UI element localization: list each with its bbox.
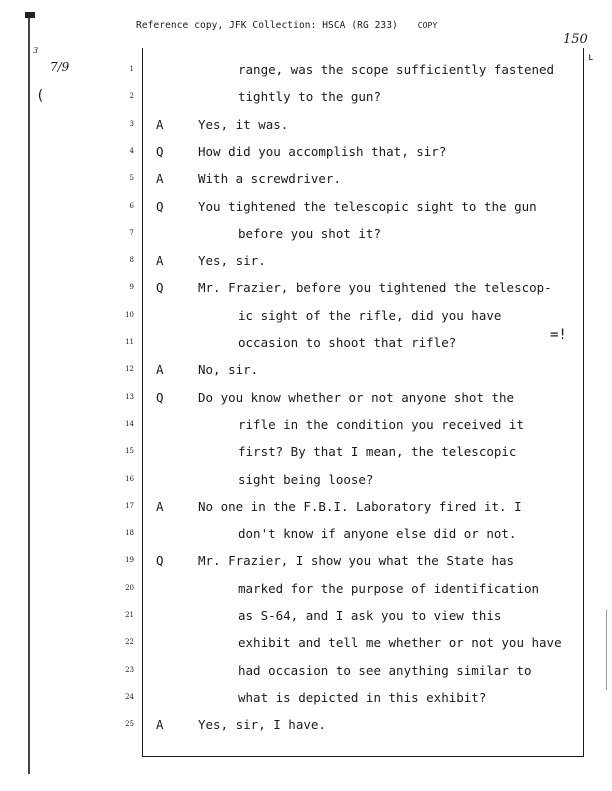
line-text: sight being loose? <box>238 472 374 487</box>
line-number: 12 <box>125 365 134 373</box>
line-number: 2 <box>129 92 134 100</box>
speaker-label: A <box>156 499 164 514</box>
line-text: Do you know whether or not anyone shot the <box>198 390 515 405</box>
line-number: 4 <box>129 147 134 155</box>
document-header <box>136 20 437 31</box>
page-number: 150 <box>563 32 588 47</box>
speaker-label: A <box>156 117 164 132</box>
line-number: 21 <box>125 611 134 619</box>
left-edge-line <box>28 14 30 774</box>
speaker-label: A <box>156 362 164 377</box>
line-number: 15 <box>125 447 134 455</box>
speaker-label: A <box>156 171 164 186</box>
punch-mark: ( <box>36 88 45 104</box>
speaker-label: A <box>156 717 164 732</box>
margin-note-small: 3 <box>33 46 39 55</box>
line-text: ic sight of the rifle, did you have <box>238 308 502 323</box>
line-number: 3 <box>129 120 134 128</box>
line-text: No one in the F.B.I. Laboratory fired it. I <box>198 499 522 514</box>
line-text: don't know if anyone else did or not. <box>238 526 517 541</box>
speaker-label: Q <box>156 144 164 159</box>
line-number: 16 <box>125 475 134 483</box>
line-number: 23 <box>125 666 134 674</box>
line-number: 11 <box>125 338 134 346</box>
line-text: rifle in the condition you received it <box>238 417 524 432</box>
line-text: as S-64, and I ask you to view this <box>238 608 502 623</box>
line-number: 5 <box>129 174 134 182</box>
line-number: 10 <box>125 311 134 319</box>
speaker-label: Q <box>156 390 164 405</box>
left-edge-tick <box>25 12 35 18</box>
margin-note-left: 7/9 <box>50 60 70 74</box>
line-text: Yes, it was. <box>198 117 289 132</box>
line-text: what is depicted in this exhibit? <box>238 690 487 705</box>
line-text: had occasion to see anything similar to <box>238 663 532 678</box>
line-number: 6 <box>129 202 134 210</box>
line-text: Mr. Frazier, before you tightened the telescop- <box>198 280 552 295</box>
line-text: With a screwdriver. <box>198 171 341 186</box>
line-number: 20 <box>125 584 134 592</box>
line-number: 19 <box>125 556 134 564</box>
speaker-label: A <box>156 253 164 268</box>
line-number: 13 <box>125 393 134 401</box>
line-text: occasion to shoot that rifle? <box>238 335 457 350</box>
header-stamp: COPY <box>417 21 438 30</box>
line-text: How did you accomplish that, sir? <box>198 144 447 159</box>
margin-scribble: =! <box>550 327 567 343</box>
line-number: 14 <box>125 420 134 428</box>
speaker-label: Q <box>156 280 164 295</box>
line-number: 25 <box>125 720 134 728</box>
right-edge-line <box>606 610 607 690</box>
top-right-scribble: ʟ <box>588 52 595 63</box>
line-text: range, was the scope sufficiently fastened <box>238 62 555 77</box>
line-text: You tightened the telescopic sight to the gun <box>198 199 537 214</box>
line-text: No, sir. <box>198 362 259 377</box>
speaker-label: Q <box>156 199 164 214</box>
line-text: before you shot it? <box>238 226 381 241</box>
reference-header-text: Reference copy, JFK Collection: HSCA (RG 233) <box>136 20 398 31</box>
line-number: 8 <box>129 256 134 264</box>
line-text: Mr. Frazier, I show you what the State has <box>198 553 515 568</box>
speaker-label: Q <box>156 553 164 568</box>
line-text: tightly to the gun? <box>238 89 381 104</box>
line-number: 1 <box>129 65 134 73</box>
line-text: marked for the purpose of identification <box>238 581 540 596</box>
line-number: 9 <box>129 283 134 291</box>
line-number: 24 <box>125 693 134 701</box>
line-text: first? By that I mean, the telescopic <box>238 444 517 459</box>
line-text: Yes, sir. <box>198 253 266 268</box>
line-text: Yes, sir, I have. <box>198 717 326 732</box>
line-number: 18 <box>125 529 134 537</box>
line-number: 7 <box>129 229 134 237</box>
line-number: 17 <box>125 502 134 510</box>
line-text: exhibit and tell me whether or not you have <box>238 635 562 650</box>
line-number: 22 <box>125 638 134 646</box>
